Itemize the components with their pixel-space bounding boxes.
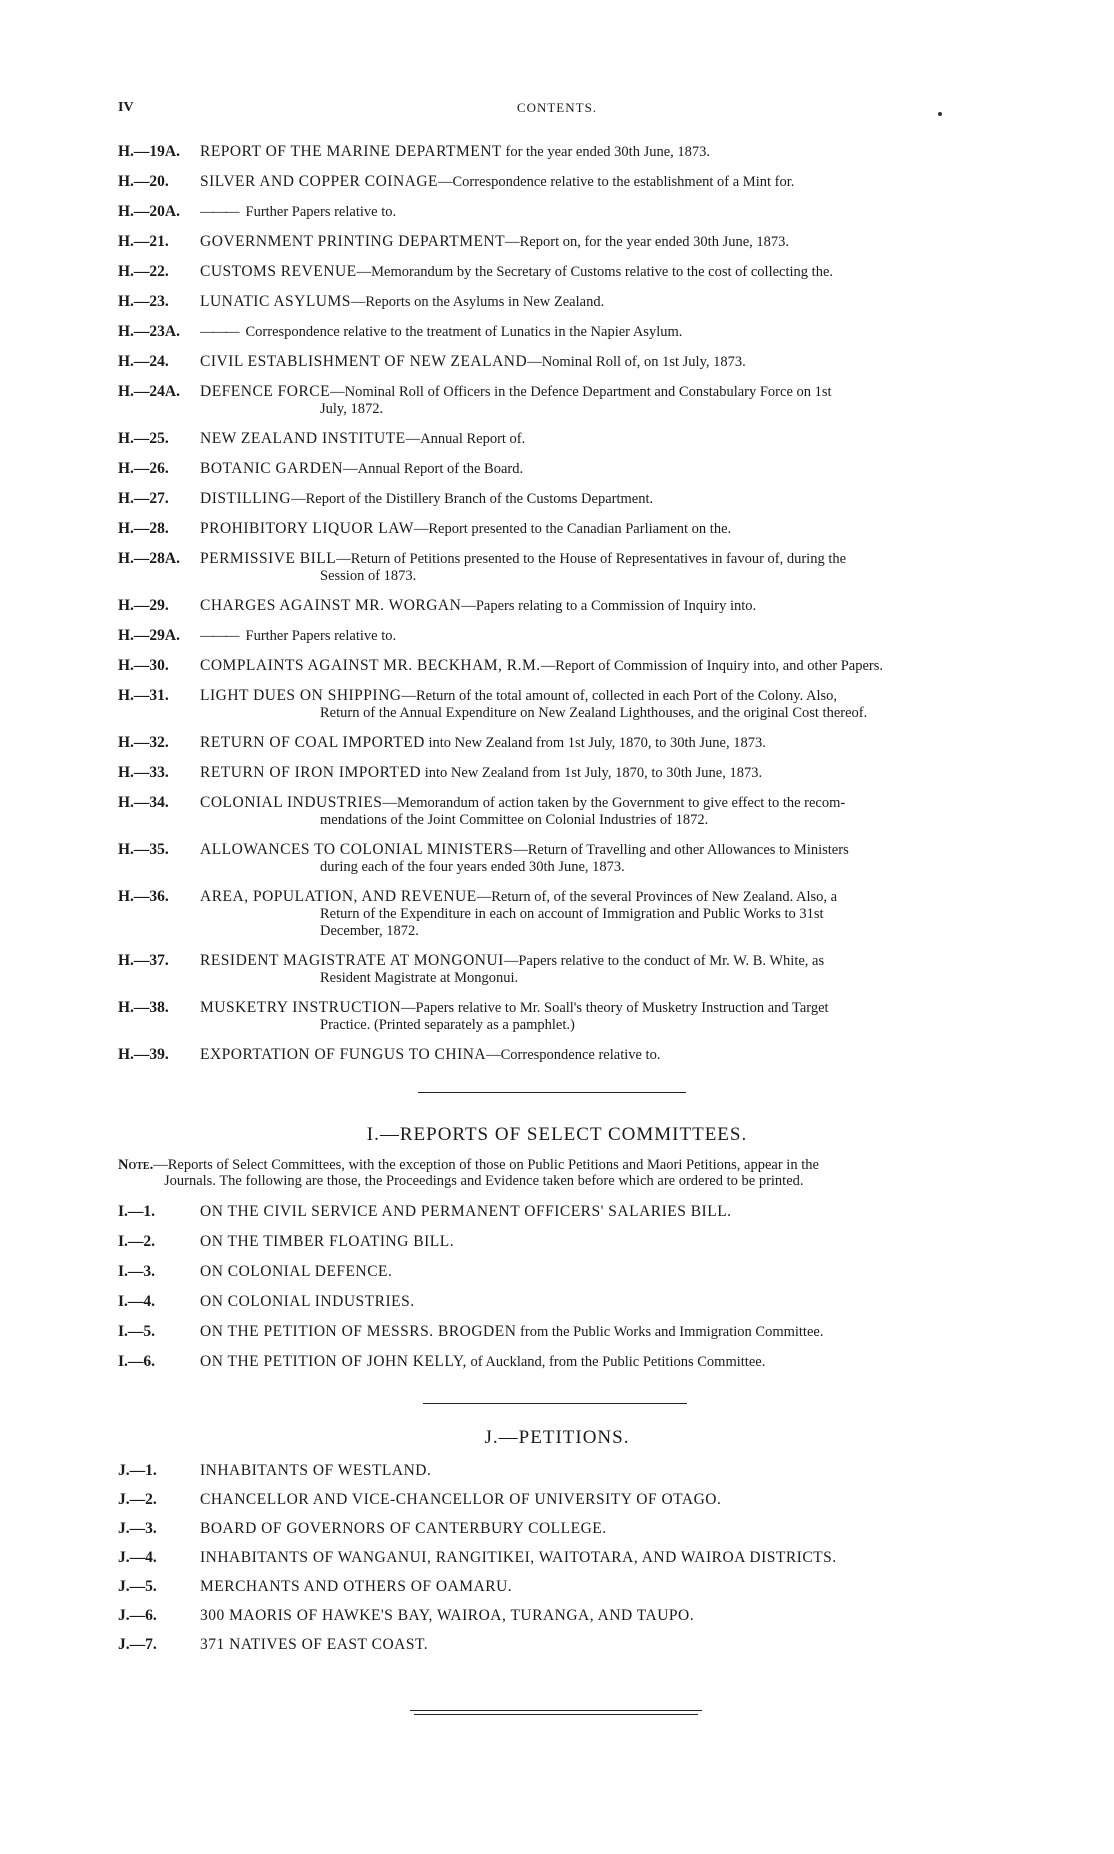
entry-subject: EXPORTATION OF FUNGUS TO CHINA <box>200 1046 487 1063</box>
entry-subject: ON THE PETITION OF JOHN KELLY, <box>200 1353 467 1370</box>
entry-subject: ON THE CIVIL SERVICE AND PERMANENT OFFICERS' SALARIES BILL. <box>200 1203 732 1220</box>
entry-subject: BOTANIC GARDEN <box>200 460 344 477</box>
list-item <box>118 1293 1018 1311</box>
entry-subject: ON THE TIMBER FLOATING BILL. <box>200 1233 455 1250</box>
list-item <box>118 952 1018 987</box>
entry-continuation: Session of 1873. <box>320 568 417 584</box>
entry-code: H.—34. <box>118 794 169 811</box>
h-entries-list <box>118 143 1018 1076</box>
list-item <box>118 841 1018 876</box>
entry-continuation: during each of the four years ended 30th June, 1873. <box>320 859 625 875</box>
entry-subject: ALLOWANCES TO COLONIAL MINISTERS <box>200 841 514 858</box>
i-entries-list <box>118 1203 1018 1383</box>
entry-code: H.—23A. <box>118 323 180 340</box>
entry-code: I.—4. <box>118 1293 156 1310</box>
entry-description: —Report presented to the Canadian Parliament on the. <box>413 521 732 537</box>
entry-subject: DISTILLING <box>200 490 292 507</box>
entry-code: H.—24. <box>118 353 169 370</box>
list-item <box>118 764 1018 782</box>
list-item <box>118 1491 1018 1508</box>
entry-subject: RESIDENT MAGISTRATE AT MONGONUI <box>200 952 504 969</box>
entry-subject: CUSTOMS REVENUE <box>200 263 357 280</box>
list-item <box>118 490 1018 508</box>
list-item <box>118 263 1018 281</box>
list-item <box>118 888 1018 940</box>
entry-code: H.—29A. <box>118 627 180 644</box>
entry-subject: INHABITANTS OF WESTLAND. <box>200 1462 432 1479</box>
note-text: —Reports of Select Committees, with the exception of those on Public Petitions and Maori Petitions, appear in the <box>153 1157 819 1173</box>
section-title: J.—PETITIONS. <box>484 1427 630 1448</box>
entry-code: H.—29. <box>118 597 169 614</box>
note-label: Note. <box>118 1157 154 1173</box>
list-item <box>118 1520 1018 1537</box>
entry-description: ——— Further Papers relative to. <box>200 628 396 644</box>
entry-description: —Annual Report of. <box>405 431 526 447</box>
entry-subject: AREA, POPULATION, AND REVENUE <box>200 888 477 905</box>
list-item <box>118 550 1018 585</box>
entry-description: of Auckland, from the Public Petitions Committee. <box>466 1354 766 1370</box>
entry-code: H.—27. <box>118 490 169 507</box>
entry-code: H.—33. <box>118 764 169 781</box>
entry-code: H.—20A. <box>118 203 180 220</box>
entry-subject: ON COLONIAL DEFENCE. <box>200 1263 393 1280</box>
entry-subject: COMPLAINTS AGAINST MR. BECKHAM, R.M. <box>200 657 541 674</box>
entry-code: H.—31. <box>118 687 169 704</box>
entry-subject: INHABITANTS OF WANGANUI, RANGITIKEI, WAITOTARA, AND WAIROA DISTRICTS. <box>200 1549 837 1566</box>
list-item <box>118 794 1018 829</box>
entry-subject: CHANCELLOR AND VICE-CHANCELLOR OF UNIVERSITY OF OTAGO. <box>200 1491 722 1508</box>
list-item <box>118 460 1018 478</box>
entry-subject: PROHIBITORY LIQUOR LAW <box>200 520 414 537</box>
list-item <box>118 1578 1018 1595</box>
entry-continuation: Return of the Annual Expenditure on New Zealand Lighthouses, and the original Cost thereof. <box>320 705 868 721</box>
list-item <box>118 999 1018 1034</box>
section-divider <box>418 1092 686 1093</box>
entry-code: J.—1. <box>118 1462 157 1479</box>
entry-code: H.—24A. <box>118 383 180 400</box>
list-item <box>118 173 1018 191</box>
entry-code: J.—6. <box>118 1607 157 1624</box>
list-item <box>118 1046 1018 1064</box>
entry-description: —Report on, for the year ended 30th June, 1873. <box>505 234 790 250</box>
entry-description: ——— Correspondence relative to the treatment of Lunatics in the Napier Asylum. <box>200 324 682 340</box>
list-item <box>118 1549 1018 1566</box>
section-note <box>118 1157 1018 1189</box>
entry-description: for the year ended 30th June, 1873. <box>501 144 711 160</box>
list-item <box>118 520 1018 538</box>
list-item <box>118 734 1018 752</box>
entry-code: H.—28. <box>118 520 169 537</box>
entry-subject: MUSKETRY INSTRUCTION <box>200 999 402 1016</box>
entry-code: I.—1. <box>118 1203 156 1220</box>
list-item <box>118 143 1018 161</box>
entry-code: H.—20. <box>118 173 169 190</box>
j-entries-list <box>118 1462 1018 1665</box>
entry-description: —Nominal Roll of Officers in the Defence Department and Constabulary Force on 1st <box>330 384 832 400</box>
entry-code: H.—21. <box>118 233 169 250</box>
entry-subject: LIGHT DUES ON SHIPPING <box>200 687 402 704</box>
end-rule <box>410 1710 702 1711</box>
entry-description: —Reports on the Asylums in New Zealand. <box>350 294 605 310</box>
entry-description: —Correspondence relative to the establishment of a Mint for. <box>438 174 795 190</box>
list-item <box>118 1636 1018 1653</box>
entry-continuation: Practice. (Printed separately as a pamphlet.) <box>320 1017 575 1033</box>
entry-code: H.—25. <box>118 430 169 447</box>
list-item <box>118 1263 1018 1281</box>
entry-description: —Return of Travelling and other Allowances to Ministers <box>513 842 849 858</box>
list-item <box>118 687 1018 722</box>
list-item <box>118 597 1018 615</box>
entry-code: H.—35. <box>118 841 169 858</box>
end-rule <box>414 1714 698 1715</box>
entry-subject: REPORT OF THE MARINE DEPARTMENT <box>200 143 502 160</box>
entry-description: —Return of, of the several Provinces of New Zealand. Also, a <box>476 889 838 905</box>
entry-continuation: July, 1872. <box>320 401 384 417</box>
list-item <box>118 233 1018 251</box>
section-divider <box>423 1403 687 1404</box>
entry-code: I.—6. <box>118 1353 156 1370</box>
entry-code: H.—39. <box>118 1046 169 1063</box>
entry-code: J.—4. <box>118 1549 157 1566</box>
entry-description: into New Zealand from 1st July, 1870, to 30th June, 1873. <box>424 735 766 751</box>
list-item <box>118 293 1018 311</box>
entry-description: —Memorandum of action taken by the Government to give effect to the recom- <box>382 795 846 811</box>
list-item <box>118 1607 1018 1624</box>
entry-subject: PERMISSIVE BILL <box>200 550 337 567</box>
entry-continuation: mendations of the Joint Committee on Colonial Industries of 1872. <box>320 812 709 828</box>
list-item <box>118 1353 1018 1371</box>
entry-code: J.—5. <box>118 1578 157 1595</box>
entry-code: H.—37. <box>118 952 169 969</box>
entry-continuation: December, 1872. <box>320 923 419 939</box>
entry-description: ——— Further Papers relative to. <box>200 204 396 220</box>
entry-subject: ON THE PETITION OF MESSRS. BROGDEN <box>200 1323 517 1340</box>
entry-code: H.—38. <box>118 999 169 1016</box>
entry-code: H.—30. <box>118 657 169 674</box>
note-text: Journals. The following are those, the Proceedings and Evidence taken before which are ordered to be printed. <box>164 1173 804 1189</box>
section-title: I.—REPORTS OF SELECT COMMITTEES. <box>366 1124 748 1145</box>
entry-code: I.—2. <box>118 1233 156 1250</box>
entry-code: J.—2. <box>118 1491 157 1508</box>
entry-subject: BOARD OF GOVERNORS OF CANTERBURY COLLEGE. <box>200 1520 607 1537</box>
entry-subject: NEW ZEALAND INSTITUTE <box>200 430 406 447</box>
entry-description: —Return of the total amount of, collected in each Port of the Colony. Also, <box>401 688 838 704</box>
list-item <box>118 1462 1018 1479</box>
entry-description: —Report of Commission of Inquiry into, and other Papers. <box>540 658 884 674</box>
entry-code: J.—3. <box>118 1520 157 1537</box>
entry-description: —Annual Report of the Board. <box>343 461 524 477</box>
entry-code: H.—36. <box>118 888 169 905</box>
entry-description: —Correspondence relative to. <box>486 1047 661 1063</box>
entry-subject: 300 MAORIS OF HAWKE'S BAY, WAIROA, TURANGA, AND TAUPO. <box>200 1607 695 1624</box>
entry-description: —Papers relative to Mr. Soall's theory of Musketry Instruction and Target <box>401 1000 829 1016</box>
entry-description: —Papers relative to the conduct of Mr. W. B. White, as <box>503 953 825 969</box>
list-item <box>118 383 1018 418</box>
entry-description: —Return of Petitions presented to the House of Representatives in favour of, during the <box>336 551 847 567</box>
list-item <box>118 323 1018 341</box>
entry-continuation: Resident Magistrate at Mongonui. <box>320 970 519 986</box>
entry-code: H.—19A. <box>118 143 180 160</box>
entry-subject: MERCHANTS AND OTHERS OF OAMARU. <box>200 1578 513 1595</box>
entry-subject: COLONIAL INDUSTRIES <box>200 794 383 811</box>
list-item <box>118 203 1018 221</box>
list-item <box>118 1203 1018 1221</box>
entry-code: I.—3. <box>118 1263 156 1280</box>
entry-subject: 371 NATIVES OF EAST COAST. <box>200 1636 429 1653</box>
entry-subject: CIVIL ESTABLISHMENT OF NEW ZEALAND <box>200 353 528 370</box>
entry-description: into New Zealand from 1st July, 1870, to 30th June, 1873. <box>421 765 763 781</box>
entry-continuation: Return of the Expenditure in each on account of Immigration and Public Works to 31st <box>320 906 824 922</box>
list-item <box>118 430 1018 448</box>
entry-description: from the Public Works and Immigration Committee. <box>516 1324 824 1340</box>
entry-description: —Report of the Distillery Branch of the Customs Department. <box>291 491 654 507</box>
page-title: CONTENTS. <box>516 100 598 115</box>
entry-code: H.—28A. <box>118 550 180 567</box>
entry-subject: ON COLONIAL INDUSTRIES. <box>200 1293 415 1310</box>
entry-subject: RETURN OF IRON IMPORTED <box>200 764 422 781</box>
ink-dot <box>938 112 942 116</box>
entry-code: H.—26. <box>118 460 169 477</box>
list-item <box>118 1233 1018 1251</box>
entry-code: J.—7. <box>118 1636 157 1653</box>
entry-code: I.—5. <box>118 1323 156 1340</box>
entry-code: H.—23. <box>118 293 169 310</box>
list-item <box>118 657 1018 675</box>
entry-code: H.—22. <box>118 263 169 280</box>
entry-code: H.—32. <box>118 734 169 751</box>
list-item <box>118 627 1018 645</box>
entry-subject: RETURN OF COAL IMPORTED <box>200 734 425 751</box>
list-item <box>118 1323 1018 1341</box>
entry-subject: GOVERNMENT PRINTING DEPARTMENT <box>200 233 506 250</box>
entry-description: —Memorandum by the Secretary of Customs relative to the cost of collecting the. <box>356 264 834 280</box>
entry-description: —Nominal Roll of, on 1st July, 1873. <box>527 354 746 370</box>
entry-subject: CHARGES AGAINST MR. WORGAN <box>200 597 462 614</box>
entry-description: —Papers relating to a Commission of Inquiry into. <box>461 598 757 614</box>
list-item <box>118 353 1018 371</box>
entry-subject: DEFENCE FORCE <box>200 383 331 400</box>
page-number: IV <box>118 100 134 115</box>
entry-subject: LUNATIC ASYLUMS <box>200 293 351 310</box>
entry-subject: SILVER AND COPPER COINAGE <box>200 173 438 190</box>
